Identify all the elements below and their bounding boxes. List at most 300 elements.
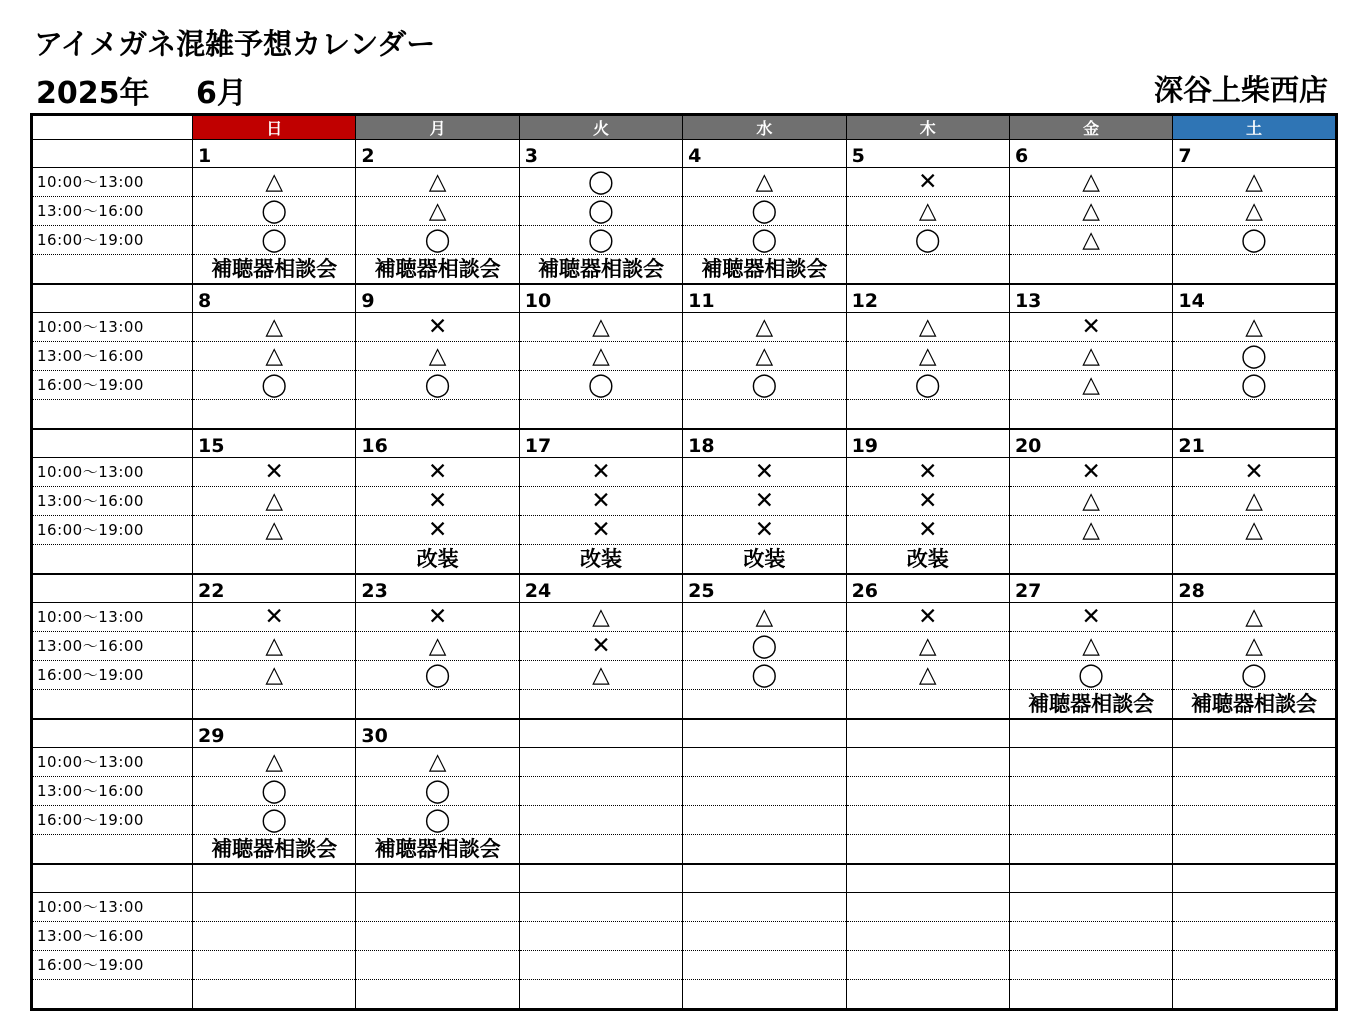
date-number xyxy=(193,864,356,893)
congestion-mark: △ xyxy=(1082,198,1100,224)
congestion-mark: △ xyxy=(1245,488,1263,514)
congestion-mark: ✕ xyxy=(591,517,611,543)
congestion-cell xyxy=(356,748,519,777)
congestion-mark: ✕ xyxy=(427,517,448,543)
congestion-cell xyxy=(519,748,682,777)
congestion-cell xyxy=(193,458,356,487)
date-number xyxy=(356,864,519,893)
congestion-cell xyxy=(193,371,356,400)
congestion-cell xyxy=(356,487,519,516)
date-label-blank xyxy=(32,429,193,458)
date-number: 10 xyxy=(519,284,682,313)
congestion-cell xyxy=(1009,661,1172,690)
congestion-cell xyxy=(356,777,519,806)
congestion-mark: ✕ xyxy=(591,633,611,659)
congestion-mark: △ xyxy=(428,749,447,775)
congestion-cell xyxy=(193,603,356,632)
congestion-cell xyxy=(1009,197,1172,226)
congestion-cell xyxy=(519,893,682,922)
congestion-mark: △ xyxy=(918,343,937,369)
congestion-mark: △ xyxy=(428,169,447,195)
congestion-cell xyxy=(683,748,846,777)
congestion-mark: ✕ xyxy=(427,488,448,514)
congestion-mark: ✕ xyxy=(918,488,938,514)
congestion-mark: ◯ xyxy=(261,807,288,833)
congestion-mark: △ xyxy=(755,314,774,340)
weekday-wednesday: 水 xyxy=(683,115,846,140)
date-number: 28 xyxy=(1173,574,1336,603)
congestion-mark: ✕ xyxy=(264,459,284,485)
congestion-mark: ✕ xyxy=(1081,314,1101,340)
congestion-mark: △ xyxy=(755,169,774,195)
weekday-tuesday: 火 xyxy=(519,115,682,140)
congestion-cell xyxy=(846,197,1009,226)
day-note xyxy=(519,980,682,1010)
congestion-cell xyxy=(683,661,846,690)
congestion-cell xyxy=(1173,371,1336,400)
day-note: 補聴器相談会 xyxy=(356,255,519,285)
congestion-mark: △ xyxy=(755,604,774,630)
day-note xyxy=(519,400,682,430)
congestion-cell xyxy=(519,226,682,255)
date-number: 9 xyxy=(356,284,519,313)
time-slot-row xyxy=(32,603,1337,632)
date-number: 13 xyxy=(1009,284,1172,313)
congestion-cell xyxy=(519,197,682,226)
day-note xyxy=(683,835,846,865)
weekday-sunday: 日 xyxy=(193,115,356,140)
congestion-cell xyxy=(519,487,682,516)
congestion-cell xyxy=(1173,168,1336,197)
congestion-cell xyxy=(846,806,1009,835)
date-label-blank xyxy=(32,140,193,168)
day-note: 改装 xyxy=(356,545,519,575)
congestion-cell xyxy=(683,777,846,806)
congestion-mark: △ xyxy=(592,314,610,340)
date-number: 24 xyxy=(519,574,682,603)
congestion-cell xyxy=(519,342,682,371)
congestion-cell xyxy=(1173,893,1336,922)
date-number: 1 xyxy=(193,140,356,168)
congestion-mark: △ xyxy=(918,198,937,224)
day-note xyxy=(193,980,356,1010)
day-note xyxy=(519,690,682,720)
congestion-mark: △ xyxy=(265,488,284,514)
congestion-mark: △ xyxy=(918,314,937,340)
time-slot-label: 10:00～13:00 xyxy=(32,603,193,632)
congestion-cell xyxy=(356,951,519,980)
time-slot-row xyxy=(32,458,1337,487)
time-slot-row xyxy=(32,632,1337,661)
congestion-cell xyxy=(356,603,519,632)
congestion-mark: ◯ xyxy=(1078,662,1105,688)
congestion-cell xyxy=(846,371,1009,400)
congestion-mark: ◯ xyxy=(588,227,614,253)
congestion-mark: △ xyxy=(265,169,284,195)
congestion-cell xyxy=(1173,226,1336,255)
congestion-cell xyxy=(1009,487,1172,516)
congestion-mark: ◯ xyxy=(1241,662,1267,688)
congestion-mark: △ xyxy=(265,314,284,340)
congestion-mark: ◯ xyxy=(1241,343,1267,369)
date-label-blank xyxy=(32,574,193,603)
congestion-mark: ◯ xyxy=(914,227,941,253)
page-title: アイメガネ混雑予想カレンダー xyxy=(34,27,436,61)
time-slot-label: 10:00～13:00 xyxy=(32,168,193,197)
congestion-mark: ◯ xyxy=(588,169,614,195)
congestion-cell xyxy=(1173,806,1336,835)
congestion-mark: △ xyxy=(428,198,447,224)
congestion-cell xyxy=(193,313,356,342)
congestion-cell xyxy=(1009,603,1172,632)
congestion-cell xyxy=(1173,516,1336,545)
congestion-mark: △ xyxy=(592,604,610,630)
time-slot-row xyxy=(32,893,1337,922)
congestion-cell xyxy=(193,516,356,545)
congestion-cell xyxy=(193,922,356,951)
time-slot-label: 10:00～13:00 xyxy=(32,893,193,922)
time-slot-label: 10:00～13:00 xyxy=(32,748,193,777)
congestion-cell xyxy=(846,777,1009,806)
date-number: 12 xyxy=(846,284,1009,313)
congestion-cell xyxy=(519,951,682,980)
congestion-cell xyxy=(846,487,1009,516)
congestion-cell xyxy=(1173,603,1336,632)
congestion-cell xyxy=(846,603,1009,632)
time-slot-label: 13:00～16:00 xyxy=(32,922,193,951)
congestion-mark: ✕ xyxy=(427,314,448,340)
congestion-mark: ✕ xyxy=(754,459,774,485)
calendar-table xyxy=(30,113,1338,1011)
congestion-mark: ◯ xyxy=(261,198,288,224)
time-slot-label: 13:00～16:00 xyxy=(32,197,193,226)
congestion-cell xyxy=(519,458,682,487)
congestion-cell xyxy=(1173,748,1336,777)
congestion-mark: △ xyxy=(1245,633,1263,659)
date-number: 23 xyxy=(356,574,519,603)
time-slot-row xyxy=(32,371,1337,400)
day-note xyxy=(846,980,1009,1010)
congestion-mark: ✕ xyxy=(918,604,938,630)
congestion-cell xyxy=(356,516,519,545)
congestion-mark: ◯ xyxy=(424,227,451,253)
time-slot-row xyxy=(32,168,1337,197)
date-number xyxy=(1173,719,1336,748)
congestion-cell xyxy=(1009,458,1172,487)
congestion-cell xyxy=(683,168,846,197)
day-note xyxy=(193,400,356,430)
date-number: 8 xyxy=(193,284,356,313)
day-note xyxy=(356,400,519,430)
day-note xyxy=(846,255,1009,285)
note-label-blank xyxy=(32,545,193,575)
date-number xyxy=(846,864,1009,893)
congestion-mark: △ xyxy=(592,343,610,369)
congestion-cell xyxy=(683,516,846,545)
congestion-cell xyxy=(1173,951,1336,980)
congestion-cell xyxy=(683,197,846,226)
congestion-cell xyxy=(1173,632,1336,661)
week-date-row xyxy=(32,864,1337,893)
congestion-mark: △ xyxy=(1082,633,1100,659)
date-number: 15 xyxy=(193,429,356,458)
congestion-mark: ◯ xyxy=(751,198,778,224)
congestion-mark: △ xyxy=(1082,343,1100,369)
day-note xyxy=(1009,835,1172,865)
day-note xyxy=(846,690,1009,720)
congestion-mark: △ xyxy=(918,633,937,659)
congestion-cell xyxy=(193,806,356,835)
congestion-cell xyxy=(683,951,846,980)
time-slot-row xyxy=(32,516,1337,545)
date-number xyxy=(1009,864,1172,893)
week-date-row xyxy=(32,429,1337,458)
day-note xyxy=(1009,255,1172,285)
congestion-cell xyxy=(1173,487,1336,516)
congestion-cell xyxy=(846,168,1009,197)
weekday-header-row xyxy=(32,115,1337,140)
congestion-cell xyxy=(193,777,356,806)
date-label-blank xyxy=(32,284,193,313)
congestion-mark: ✕ xyxy=(1244,459,1264,485)
congestion-mark: △ xyxy=(755,343,774,369)
congestion-mark: △ xyxy=(265,749,284,775)
congestion-cell xyxy=(519,632,682,661)
weekday-friday: 金 xyxy=(1009,115,1172,140)
weekday-monday: 月 xyxy=(356,115,519,140)
time-slot-label: 16:00～19:00 xyxy=(32,226,193,255)
date-number: 27 xyxy=(1009,574,1172,603)
congestion-cell xyxy=(193,342,356,371)
congestion-cell xyxy=(846,226,1009,255)
day-note: 補聴器相談会 xyxy=(193,835,356,865)
congestion-cell xyxy=(683,893,846,922)
note-label-blank xyxy=(32,980,193,1010)
date-number xyxy=(519,864,682,893)
congestion-cell xyxy=(846,516,1009,545)
time-slot-label: 13:00～16:00 xyxy=(32,632,193,661)
date-number: 4 xyxy=(683,140,846,168)
congestion-cell xyxy=(683,226,846,255)
note-label-blank xyxy=(32,400,193,430)
congestion-cell xyxy=(193,748,356,777)
congestion-mark: ✕ xyxy=(427,604,448,630)
time-slot-label: 16:00～19:00 xyxy=(32,516,193,545)
weekday-thursday: 木 xyxy=(846,115,1009,140)
day-note: 補聴器相談会 xyxy=(1009,690,1172,720)
congestion-cell xyxy=(1009,806,1172,835)
congestion-mark: △ xyxy=(265,662,284,688)
congestion-mark: ✕ xyxy=(1081,604,1101,630)
day-note xyxy=(683,690,846,720)
congestion-mark: ◯ xyxy=(261,778,288,804)
congestion-cell xyxy=(1009,168,1172,197)
congestion-cell xyxy=(1009,313,1172,342)
date-number: 30 xyxy=(356,719,519,748)
congestion-mark: ◯ xyxy=(424,372,451,398)
date-number: 20 xyxy=(1009,429,1172,458)
date-number xyxy=(683,864,846,893)
congestion-mark: △ xyxy=(1082,372,1100,398)
congestion-cell xyxy=(356,197,519,226)
day-note xyxy=(519,835,682,865)
congestion-cell xyxy=(193,487,356,516)
congestion-cell xyxy=(683,806,846,835)
congestion-cell xyxy=(1173,342,1336,371)
time-slot-row xyxy=(32,313,1337,342)
congestion-cell xyxy=(846,893,1009,922)
time-slot-row xyxy=(32,226,1337,255)
congestion-cell xyxy=(846,458,1009,487)
congestion-mark: △ xyxy=(428,343,447,369)
congestion-cell xyxy=(683,371,846,400)
congestion-cell xyxy=(356,168,519,197)
congestion-cell xyxy=(193,226,356,255)
date-number: 3 xyxy=(519,140,682,168)
month-label: 6月 xyxy=(196,76,247,111)
date-number: 16 xyxy=(356,429,519,458)
congestion-cell xyxy=(1009,342,1172,371)
congestion-cell xyxy=(519,371,682,400)
date-number: 26 xyxy=(846,574,1009,603)
congestion-cell xyxy=(683,922,846,951)
time-slot-label: 16:00～19:00 xyxy=(32,806,193,835)
time-slot-row xyxy=(32,487,1337,516)
congestion-cell xyxy=(1173,458,1336,487)
note-row xyxy=(32,545,1337,575)
congestion-cell xyxy=(193,168,356,197)
congestion-mark: ✕ xyxy=(427,459,448,485)
congestion-mark: ✕ xyxy=(591,459,611,485)
congestion-cell xyxy=(846,951,1009,980)
note-label-blank xyxy=(32,690,193,720)
congestion-mark: △ xyxy=(1245,604,1263,630)
date-label-blank xyxy=(32,719,193,748)
congestion-mark: ◯ xyxy=(424,662,451,688)
day-note xyxy=(683,400,846,430)
day-note xyxy=(846,835,1009,865)
note-row xyxy=(32,255,1337,285)
congestion-cell xyxy=(193,893,356,922)
congestion-mark: ✕ xyxy=(754,488,774,514)
day-note xyxy=(193,545,356,575)
congestion-mark: △ xyxy=(1245,314,1263,340)
congestion-cell xyxy=(683,632,846,661)
day-note: 補聴器相談会 xyxy=(1173,690,1336,720)
congestion-mark: ◯ xyxy=(588,198,614,224)
day-note: 改装 xyxy=(519,545,682,575)
congestion-mark: △ xyxy=(428,633,447,659)
congestion-cell xyxy=(846,748,1009,777)
day-note xyxy=(1173,400,1336,430)
date-number: 17 xyxy=(519,429,682,458)
congestion-mark: △ xyxy=(1082,488,1100,514)
congestion-mark: ◯ xyxy=(424,807,451,833)
congestion-cell xyxy=(683,458,846,487)
day-note: 補聴器相談会 xyxy=(683,255,846,285)
congestion-cell xyxy=(1009,922,1172,951)
header-blank-cell xyxy=(32,115,193,140)
time-slot-row xyxy=(32,806,1337,835)
time-slot-label: 16:00～19:00 xyxy=(32,371,193,400)
time-slot-row xyxy=(32,748,1337,777)
date-number xyxy=(846,719,1009,748)
congestion-cell xyxy=(683,313,846,342)
congestion-mark: ◯ xyxy=(1241,227,1267,253)
congestion-mark: ✕ xyxy=(591,488,611,514)
time-slot-row xyxy=(32,342,1337,371)
congestion-cell xyxy=(519,516,682,545)
date-label-blank xyxy=(32,864,193,893)
time-slot-label: 16:00～19:00 xyxy=(32,661,193,690)
day-note xyxy=(1009,980,1172,1010)
congestion-mark: △ xyxy=(1082,169,1100,195)
congestion-cell xyxy=(846,661,1009,690)
congestion-mark: ◯ xyxy=(261,372,288,398)
congestion-mark: ✕ xyxy=(264,604,284,630)
congestion-mark: ◯ xyxy=(261,227,288,253)
day-note: 改装 xyxy=(683,545,846,575)
note-row xyxy=(32,690,1337,720)
note-label-blank xyxy=(32,835,193,865)
day-note xyxy=(846,400,1009,430)
congestion-mark: ◯ xyxy=(1241,372,1267,398)
congestion-mark: △ xyxy=(265,517,284,543)
congestion-cell xyxy=(846,922,1009,951)
congestion-cell xyxy=(846,632,1009,661)
congestion-mark: △ xyxy=(1245,198,1263,224)
congestion-mark: ◯ xyxy=(588,372,614,398)
date-number: 7 xyxy=(1173,140,1336,168)
day-note: 改装 xyxy=(846,545,1009,575)
date-number xyxy=(519,719,682,748)
time-slot-row xyxy=(32,922,1337,951)
congestion-cell xyxy=(1173,922,1336,951)
year-label: 2025年 xyxy=(36,76,150,111)
congestion-cell xyxy=(193,632,356,661)
congestion-cell xyxy=(1009,777,1172,806)
congestion-cell xyxy=(1173,777,1336,806)
congestion-mark: ◯ xyxy=(751,662,778,688)
congestion-cell xyxy=(519,313,682,342)
date-number xyxy=(1173,864,1336,893)
time-slot-label: 10:00～13:00 xyxy=(32,313,193,342)
congestion-mark: ✕ xyxy=(754,517,774,543)
congestion-mark: ◯ xyxy=(914,372,941,398)
day-note xyxy=(1173,980,1336,1010)
congestion-cell xyxy=(1173,661,1336,690)
date-number: 25 xyxy=(683,574,846,603)
congestion-mark: ✕ xyxy=(918,169,938,195)
congestion-cell xyxy=(519,922,682,951)
congestion-cell xyxy=(519,777,682,806)
date-number: 14 xyxy=(1173,284,1336,313)
congestion-cell xyxy=(683,603,846,632)
day-note xyxy=(193,690,356,720)
date-number xyxy=(1009,719,1172,748)
congestion-mark: △ xyxy=(1082,227,1100,253)
congestion-cell xyxy=(356,632,519,661)
congestion-cell xyxy=(519,168,682,197)
date-number: 22 xyxy=(193,574,356,603)
congestion-cell xyxy=(356,661,519,690)
date-number: 11 xyxy=(683,284,846,313)
congestion-cell xyxy=(1009,951,1172,980)
congestion-cell xyxy=(519,661,682,690)
congestion-mark: ◯ xyxy=(751,633,778,659)
congestion-mark: ✕ xyxy=(918,517,938,543)
congestion-mark: △ xyxy=(265,343,284,369)
